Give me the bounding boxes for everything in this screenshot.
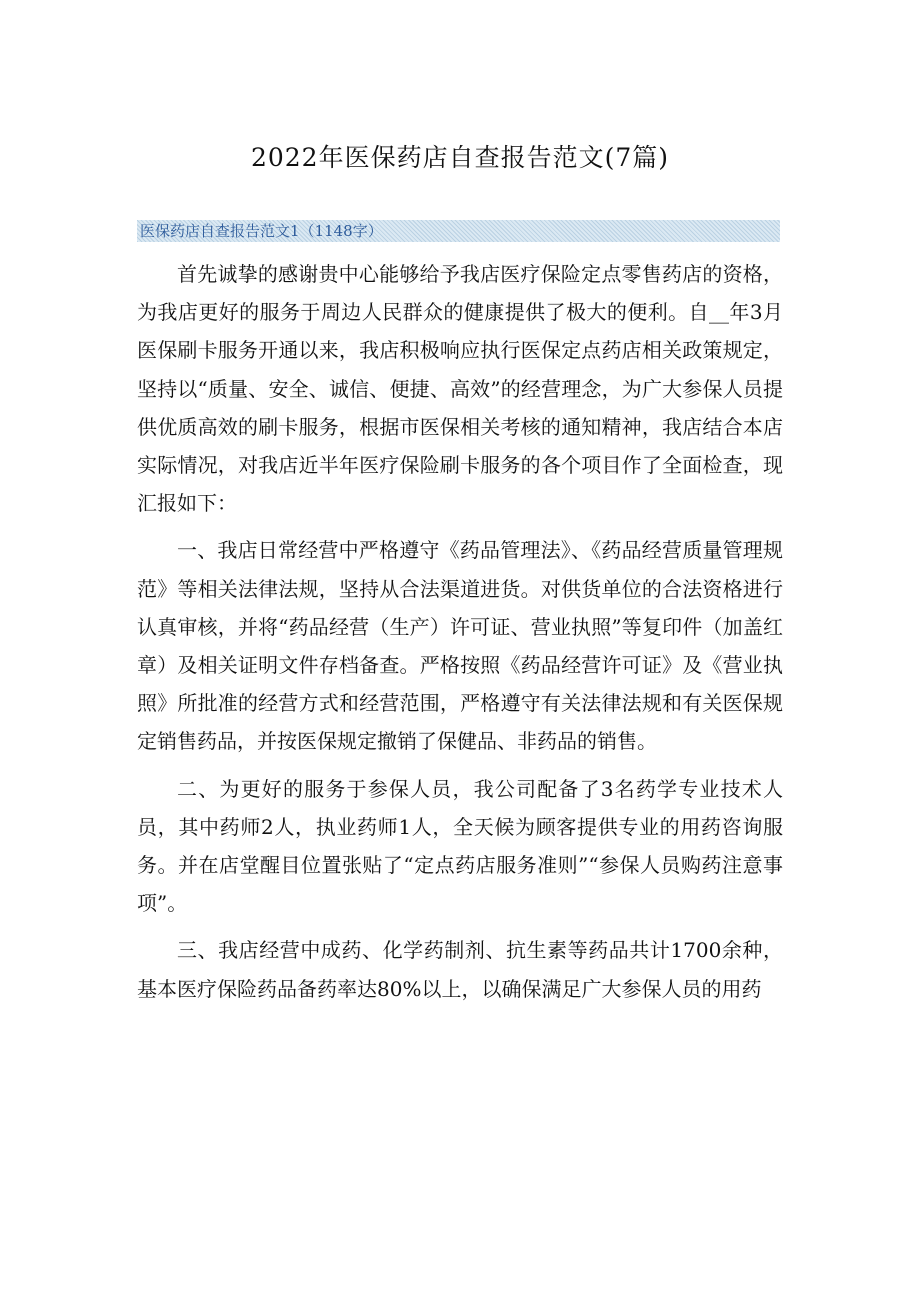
paragraph-item-2: 二、为更好的服务于参保人员，我公司配备了3名药学专业技术人员，其中药师2人，执业药师1人，全天候为顾客提供专业的用药咨询服务。并在店堂醒目位置张贴了“定点药店服务准则”“参保人员购药注意事项”。 <box>137 776 783 916</box>
paragraph-item-3: 三、我店经营中成药、化学药制剂、抗生素等药品共计1700余种，基本医疗保险药品备药率达80%以上，以确保满足广大参保人员的用药 <box>137 938 783 1001</box>
paragraph-intro: 首先诚挚的感谢贵中心能够给予我店医疗保险定点零售药店的资格，为我店更好的服务于周边人民群众的健康提供了极大的便利。自__年3月医保刷卡服务开通以来，我店积极响应执行医保定点药店相关政策规定，坚持以“质量、安全、诚信、便捷、高效”的经营理念，为广大参保人员提供优质高效的刷卡服务，根据市医保相关考核的通知精神，我店结合本店实际情况，对我店近半年医疗保险刷卡服务的各个项目作了全面检查，现汇报如下： <box>137 262 783 516</box>
paragraph-item-1: 一、我店日常经营中严格遵守《药品管理法》、《药品经营质量管理规范》等相关法律法规，坚持从合法渠道进货。对供货单位的合法资格进行认真审核，并将“药品经营（生产）许可证、营业执照”等复印件（加盖红章）及相关证明文件存档备查。严格按照《药品经营许可证》及《营业执照》所批准的经营方式和经营范围，严格遵守有关法律法规和有关医保规定销售药品，并按医保规定撤销了保健品、非药品的销售。 <box>137 538 783 754</box>
section-heading: 医保药店自查报告范文1（1148字） <box>137 220 780 242</box>
document-title: 2022年医保药店自查报告范文(7篇) <box>250 143 670 172</box>
document-body <box>137 255 783 1017</box>
